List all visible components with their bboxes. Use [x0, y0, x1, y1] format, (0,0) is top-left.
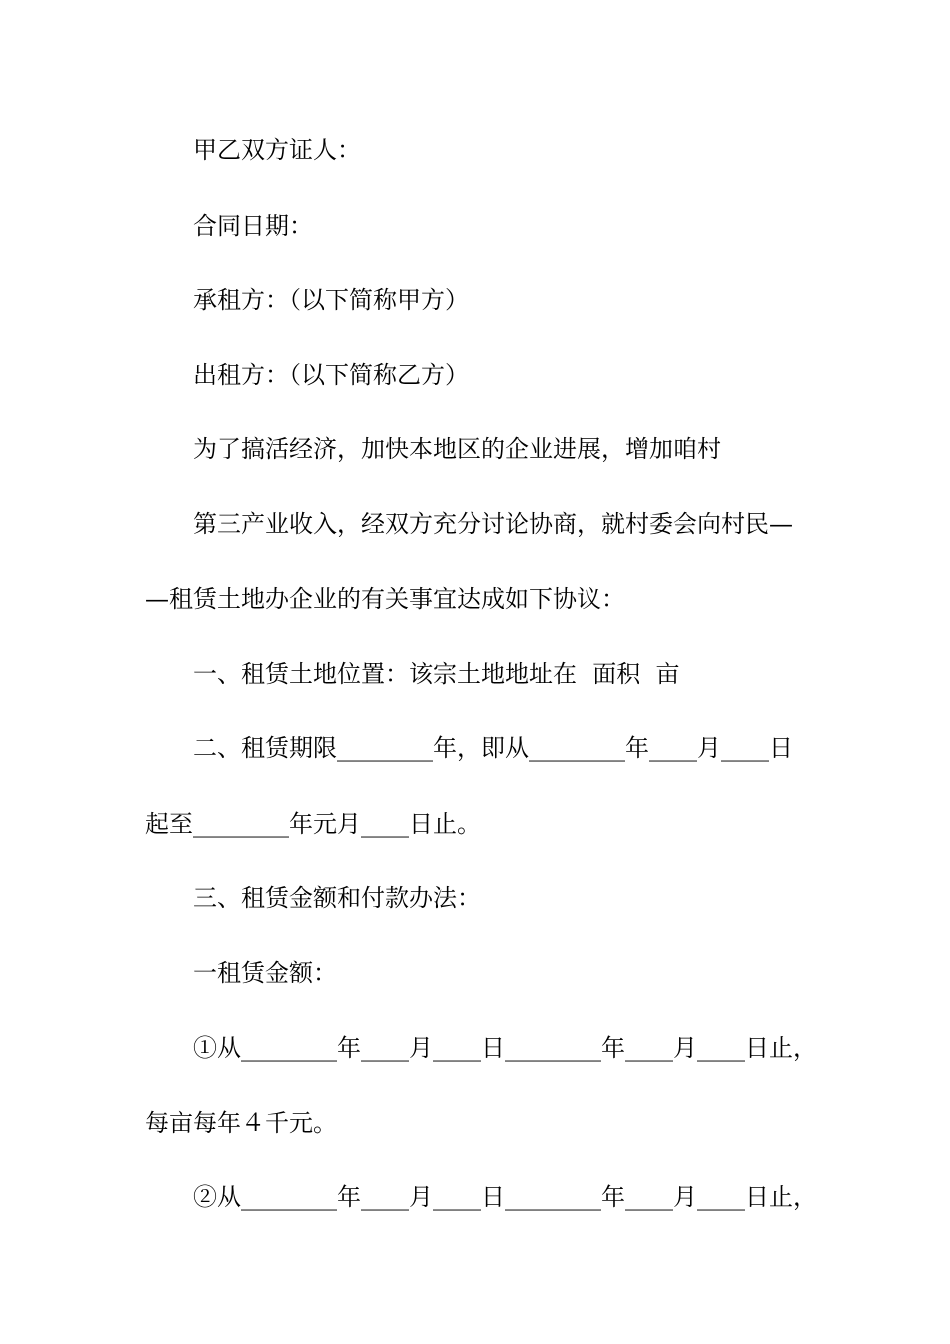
purpose-line-1: 为了搞活经济，加快本地区的企业进展，增加咱村: [193, 435, 721, 463]
clause-3-heading: 三、租赁金额和付款办法：: [193, 884, 481, 912]
rent-rate-1: 每亩每年４千元。: [145, 1109, 337, 1137]
contract-date-line: 合同日期：: [193, 212, 313, 240]
witness-line: 甲乙双方证人：: [193, 136, 361, 164]
purpose-line-2: 第三产业收入，经双方充分讨论协商，就村委会向村民—: [193, 510, 793, 538]
lessor-line: 出租方：（以下简称乙方）: [193, 361, 469, 389]
rent-period-2: ②从________年____月____日________年____月____日止，: [193, 1183, 817, 1211]
purpose-line-3: —租赁土地办企业的有关事宜达成如下协议：: [145, 585, 625, 613]
rent-period-1: ①从________年____月____日________年____月____日止，: [193, 1034, 817, 1062]
clause-2-term-cont: 起至________年元月____日止。: [145, 810, 481, 838]
rent-amount-heading: 一租赁金额：: [193, 959, 337, 987]
lessee-line: 承租方：（以下简称甲方）: [193, 286, 469, 314]
clause-1-location: 一、租赁土地位置：该宗土地地址在 面积 亩: [193, 660, 680, 688]
clause-2-term: 二、租赁期限________年，即从________年____月____日: [193, 734, 793, 762]
